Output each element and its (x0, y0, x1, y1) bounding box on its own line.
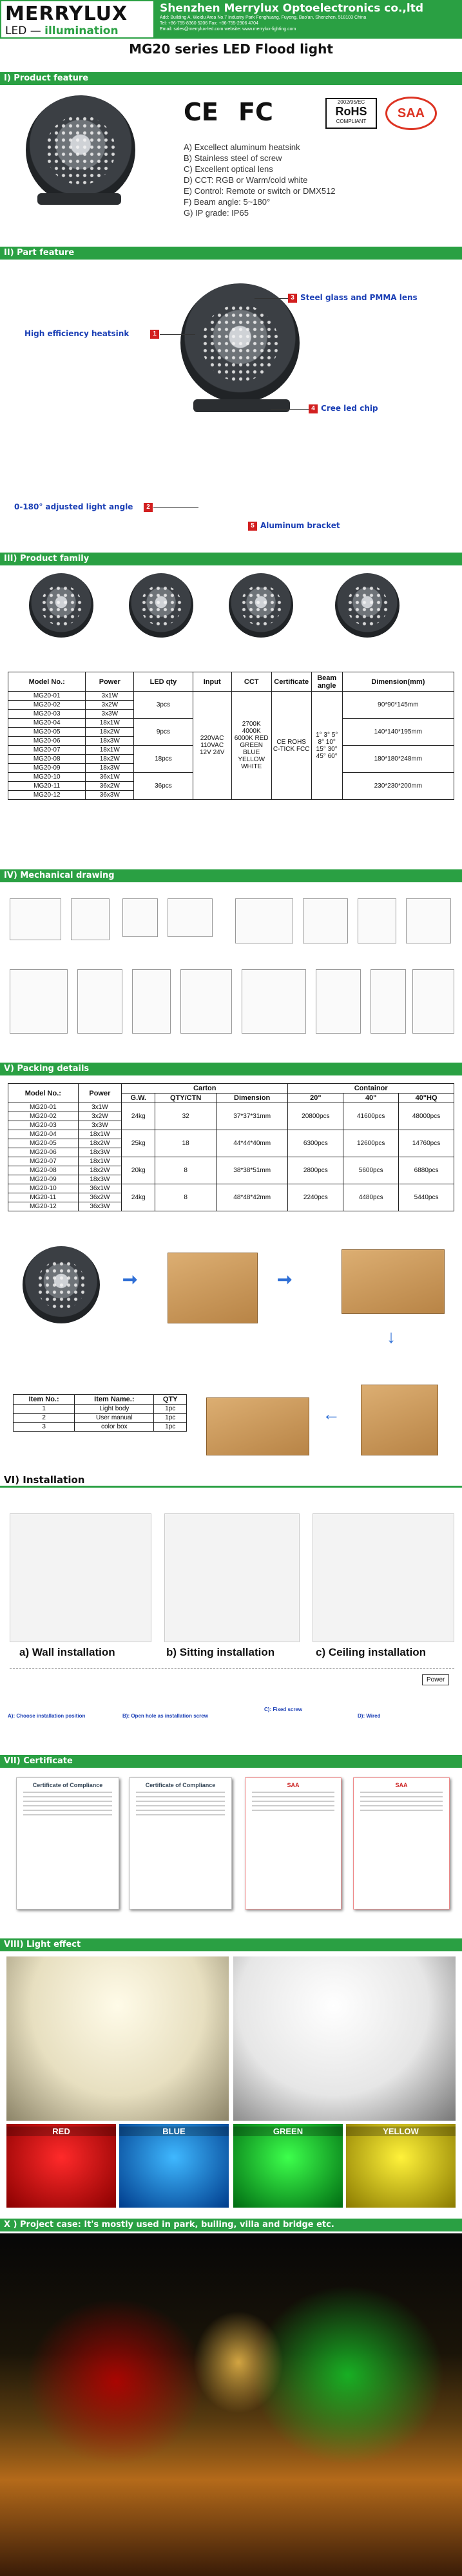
table-cell: 3x1W (78, 1103, 121, 1112)
feature-item: B) Stainless steel of screw (184, 153, 282, 163)
page-title: MG20 series LED Flood light (129, 41, 333, 57)
col-header: Model No.: (8, 1084, 79, 1103)
section-bar-drawing: IV) Mechanical drawing (0, 869, 462, 882)
carton-box (168, 1253, 258, 1323)
table-cell: 8 (155, 1184, 217, 1211)
col-header: LED qty (134, 672, 193, 692)
family-lamp-2 (129, 573, 193, 638)
table-cell: MG20-12 (8, 1202, 79, 1211)
col-header: Item Name.: (75, 1395, 154, 1405)
packing-lamp (23, 1246, 100, 1323)
table-cell: MG20-02 (8, 701, 86, 710)
rohs-label: RoHS (335, 105, 367, 118)
label-cree: Cree led chip (321, 404, 378, 413)
table-cell: 24kg (122, 1184, 155, 1211)
table-cell: color box (75, 1423, 154, 1432)
col-header: Power (78, 1084, 121, 1103)
table-cell: 36x3W (86, 791, 134, 800)
table-cell: 1pc (154, 1414, 187, 1423)
drawing-front (10, 898, 61, 940)
col-header: Certificate (271, 672, 311, 692)
table-cell: Light body (75, 1405, 154, 1414)
table-cell: 18x1W (78, 1157, 121, 1166)
yellow-light-swatch (346, 2124, 456, 2208)
table-cell: 48000pcs (399, 1103, 454, 1130)
part-bracket-image (193, 399, 290, 412)
table-cell: MG20-03 (8, 1121, 79, 1130)
drawing-side (71, 898, 110, 940)
table-cell: MG20-05 (8, 728, 86, 737)
table-cell: CE ROHS C-TICK FCC (271, 692, 311, 800)
packing-table (8, 1083, 454, 1211)
rohs-compliant: COMPLIANT (336, 118, 367, 124)
certificate-doc-3 (245, 1777, 342, 1909)
table-cell: 36pcs (134, 773, 193, 800)
drawing-side (316, 969, 361, 1034)
feature-item: C) Excellent optical lens (184, 164, 273, 174)
arrow-right-icon: ➞ (122, 1269, 138, 1289)
section-bar-certificate: VII) Certificate (0, 1755, 462, 1768)
table-cell: 2800pcs (288, 1157, 343, 1184)
table-cell: 20kg (122, 1157, 155, 1184)
table-cell: 3x3W (78, 1121, 121, 1130)
install-ceiling-label: c) Ceiling installation (316, 1646, 426, 1658)
install-sitting-illustration (164, 1513, 300, 1642)
section-title-install: VI) Installation (0, 1473, 462, 1486)
section-bar-project: X ) Project case: It's mostly used in park, builing, villa and bridge etc. (0, 2219, 462, 2231)
col-header: Item No.: (14, 1395, 75, 1405)
table-cell: 6880pcs (399, 1157, 454, 1184)
feature-list (184, 142, 336, 218)
table-cell: MG20-02 (8, 1112, 79, 1121)
swatch-label: RED (6, 2126, 116, 2136)
company-phone: Tel: +86-755-8360 5206 Fax: +86-755-2906 4704 (160, 21, 258, 26)
part-lamp-image (180, 283, 300, 402)
col-header: QTY (154, 1395, 187, 1405)
saa-mark: SAA (385, 97, 437, 130)
marker-3: 3 (288, 294, 297, 303)
table-cell: MG20-01 (8, 1103, 79, 1112)
table-cell: 37*37*31mm (216, 1103, 287, 1130)
green-light-swatch (233, 2124, 343, 2208)
table-cell: 3x2W (78, 1112, 121, 1121)
table-cell: MG20-05 (8, 1139, 79, 1148)
table-cell: 24kg (122, 1103, 155, 1130)
col-subheader: QTY/CTN (155, 1094, 217, 1103)
warm-light-photo (6, 1956, 229, 2121)
table-cell: 18x3W (78, 1175, 121, 1184)
leader-line (153, 507, 198, 508)
page-header (0, 0, 462, 39)
brand-logo (0, 0, 155, 39)
items-table (13, 1394, 187, 1432)
col-header: Model No.: (8, 672, 86, 692)
col-header: Carton (122, 1084, 288, 1094)
family-lamp-4 (335, 573, 399, 638)
arrow-left-icon: ← (322, 1404, 340, 1424)
family-lamp-1 (29, 573, 93, 638)
table-cell: 3x1W (86, 692, 134, 701)
col-header: Containor (288, 1084, 454, 1094)
col-subheader: 40" (343, 1094, 399, 1103)
logo-illumination: illumination (44, 24, 119, 37)
table-cell: MG20-12 (8, 791, 86, 800)
company-address: Add: Building A, Weidu Area No.7 Industry Park Fenghuang, Fuyong, Bao'an, Shenzhen, 518103 China (160, 15, 367, 20)
label-angle: 0-180° adjusted light angle (14, 502, 133, 511)
table-cell: 32 (155, 1103, 217, 1130)
company-name: Shenzhen Merrylux Optoelectronics co.,ltd (160, 2, 424, 15)
table-cell: MG20-04 (8, 1130, 79, 1139)
col-subheader: Dimension (216, 1094, 287, 1103)
table-cell: 1° 3° 5° 8° 10° 15° 30° 45° 60° (311, 692, 342, 800)
install-sitting-label: b) Sitting installation (166, 1646, 275, 1658)
install-ceiling-illustration (313, 1513, 454, 1642)
section-bar-family: III) Product family (0, 553, 462, 565)
drawing-top (412, 969, 454, 1034)
table-cell: 18x3W (78, 1148, 121, 1157)
section-bar-feature: I) Product feature (0, 72, 462, 85)
table-cell: 2 (14, 1414, 75, 1423)
table-cell: 6300pcs (288, 1130, 343, 1157)
table-cell: MG20-10 (8, 773, 86, 782)
col-subheader: G.W. (122, 1094, 155, 1103)
section-bar-parts: II) Part feature (0, 247, 462, 260)
table-cell: 18x1W (86, 746, 134, 755)
table-cell: MG20-04 (8, 719, 86, 728)
table-cell: 3pcs (134, 692, 193, 719)
cool-light-photo (233, 1956, 456, 2121)
ce-mark: CE (184, 98, 218, 126)
logo-led: LED (5, 24, 27, 37)
table-cell: 38*38*51mm (216, 1157, 287, 1184)
table-cell: 36x1W (86, 773, 134, 782)
step-c: C): Fixed screw (264, 1707, 303, 1712)
col-header: Beam angle (311, 672, 342, 692)
table-cell: MG20-07 (8, 1157, 79, 1166)
table-cell: MG20-01 (8, 692, 86, 701)
table-cell: 14760pcs (399, 1130, 454, 1157)
company-info (155, 0, 428, 39)
col-subheader: 40"HQ (399, 1094, 454, 1103)
col-header: CCT (231, 672, 271, 692)
family-table (8, 672, 454, 800)
marker-1: 1 (150, 330, 159, 339)
certificate-saa: SAA (395, 1782, 408, 1788)
label-bracket: Aluminum bracket (260, 521, 340, 530)
table-cell: 3 (14, 1423, 75, 1432)
table-cell: 18x2W (86, 728, 134, 737)
table-cell: 18x3W (86, 764, 134, 773)
table-cell: 90*90*145mm (342, 692, 454, 719)
blue-light-swatch (119, 2124, 229, 2208)
divider (0, 1486, 462, 1488)
table-cell: 44*44*40mm (216, 1130, 287, 1157)
product-image (26, 95, 135, 205)
drawing-top (180, 969, 232, 1034)
certificate-doc-4 (353, 1777, 450, 1909)
rohs-mark (325, 98, 377, 129)
table-cell: 36x1W (78, 1184, 121, 1193)
step-b: B): Open hole as installation screw (122, 1713, 208, 1719)
logo-subtext: LED — illumination (5, 24, 119, 37)
drawing-top (168, 898, 213, 937)
certificate-doc-2 (129, 1777, 232, 1909)
table-cell: MG20-09 (8, 1175, 79, 1184)
step-d: D): Wired (358, 1713, 381, 1719)
arrow-right-icon: ➞ (277, 1269, 293, 1289)
table-cell: 2240pcs (288, 1184, 343, 1211)
table-cell: 36x2W (78, 1193, 121, 1202)
label-heatsink: High efficiency heatsink (24, 329, 130, 338)
red-light-swatch (6, 2124, 116, 2208)
table-cell: 18 (155, 1130, 217, 1157)
leader-line (255, 298, 288, 299)
table-cell: 18x1W (78, 1130, 121, 1139)
drawing-top (406, 898, 451, 943)
table-cell: 25kg (122, 1130, 155, 1157)
marker-4: 4 (309, 404, 318, 413)
drawing-side (132, 969, 171, 1034)
drawing-side (303, 898, 348, 943)
install-steps-strip (10, 1668, 454, 1707)
table-cell: 20800pcs (288, 1103, 343, 1130)
product-bracket (37, 193, 121, 205)
col-header: Dimension(mm) (342, 672, 454, 692)
warm-canopy (193, 2311, 284, 2414)
section-bar-packing: V) Packing details (0, 1063, 462, 1075)
table-cell: 180*180*248mm (342, 746, 454, 773)
swatch-label: YELLOW (346, 2126, 456, 2136)
table-cell: 18x2W (86, 755, 134, 764)
table-cell: 230*230*200mm (342, 773, 454, 800)
leader-line (160, 334, 195, 335)
carton-open (342, 1249, 445, 1314)
table-cell: 36x3W (78, 1202, 121, 1211)
table-cell: MG20-08 (8, 755, 86, 764)
col-header: Input (193, 672, 231, 692)
table-cell: 3x2W (86, 701, 134, 710)
table-cell: 18x2W (78, 1166, 121, 1175)
table-cell: 18x1W (86, 719, 134, 728)
marker-5: 5 (248, 522, 257, 531)
table-cell: MG20-08 (8, 1166, 79, 1175)
drawing-front (10, 969, 68, 1034)
table-cell: 5600pcs (343, 1157, 399, 1184)
install-wall-illustration (10, 1513, 151, 1642)
table-cell: MG20-09 (8, 764, 86, 773)
table-cell: 3x3W (86, 710, 134, 719)
table-cell: MG20-07 (8, 746, 86, 755)
drawing-side (358, 898, 396, 943)
table-cell: 12600pcs (343, 1130, 399, 1157)
family-lamp-3 (229, 573, 293, 638)
rohs-year: 2002/95/EC (337, 99, 365, 105)
table-cell: 4480pcs (343, 1184, 399, 1211)
carton-pallet (206, 1397, 309, 1455)
install-wall-label: a) Wall installation (19, 1646, 115, 1658)
col-header: Power (86, 672, 134, 692)
table-cell: MG20-11 (8, 782, 86, 791)
table-cell: 2700K 4000K 6000K RED GREEN BLUE YELLOW WHITE (231, 692, 271, 800)
table-cell: 41600pcs (343, 1103, 399, 1130)
table-cell: 140*140*195mm (342, 719, 454, 746)
marker-2: 2 (144, 503, 153, 512)
power-box: Power (422, 1674, 449, 1685)
table-cell: MG20-03 (8, 710, 86, 719)
swatch-label: GREEN (233, 2126, 343, 2136)
drawing-side (371, 969, 406, 1034)
table-cell: 1pc (154, 1405, 187, 1414)
col-subheader: 20" (288, 1094, 343, 1103)
drawing-front (235, 898, 293, 943)
table-cell: 18x2W (78, 1139, 121, 1148)
table-cell: 1 (14, 1405, 75, 1414)
certificate-title: Certificate of Compliance (32, 1782, 103, 1788)
carton-closed (361, 1385, 438, 1455)
step-a: A): Choose installation position (8, 1713, 86, 1719)
feature-item: G) IP grade: IP65 (184, 208, 249, 218)
fc-mark: FC (238, 98, 273, 126)
table-cell: MG20-10 (8, 1184, 79, 1193)
label-lens: Steel glass and PMMA lens (300, 293, 418, 302)
table-cell: 220VAC 110VAC 12V 24V (193, 692, 231, 800)
feature-item: A) Excellect aluminum heatsink (184, 142, 300, 152)
certificate-saa: SAA (287, 1782, 300, 1788)
leader-line (271, 409, 309, 410)
feature-item: F) Beam angle: 5~180° (184, 197, 271, 207)
arrow-down-icon: ↓ (387, 1327, 396, 1347)
swatch-label: BLUE (119, 2126, 229, 2136)
drawing-side (122, 898, 158, 937)
drawing-side (77, 969, 122, 1034)
table-cell: MG20-06 (8, 1148, 79, 1157)
table-cell: 1pc (154, 1423, 187, 1432)
logo-text: MERRYLUX (5, 3, 128, 25)
drawing-front (242, 969, 306, 1034)
table-cell: 8 (155, 1157, 217, 1184)
section-bar-light-effect: VIII) Light effect (0, 1938, 462, 1951)
certificate-title: Certificate of Compliance (145, 1782, 216, 1788)
table-cell: 18x3W (86, 737, 134, 746)
table-cell: 5440pcs (399, 1184, 454, 1211)
table-cell: 9pcs (134, 719, 193, 746)
table-cell: MG20-11 (8, 1193, 79, 1202)
feature-item: D) CCT: RGB or Warm/cold white (184, 175, 308, 185)
table-cell: 36x2W (86, 782, 134, 791)
company-email: Email: sales@merrylux-led.com website: www.merrylux-lighting.com (160, 27, 296, 32)
table-cell: User manual (75, 1414, 154, 1423)
red-canopy (26, 2298, 206, 2465)
certificate-doc-1 (16, 1777, 119, 1909)
feature-item: E) Control: Remote or switch or DMX512 (184, 186, 336, 196)
table-cell: 48*48*42mm (216, 1184, 287, 1211)
table-cell: MG20-06 (8, 737, 86, 746)
project-photo (0, 2233, 462, 2576)
table-cell: 18pcs (134, 746, 193, 773)
